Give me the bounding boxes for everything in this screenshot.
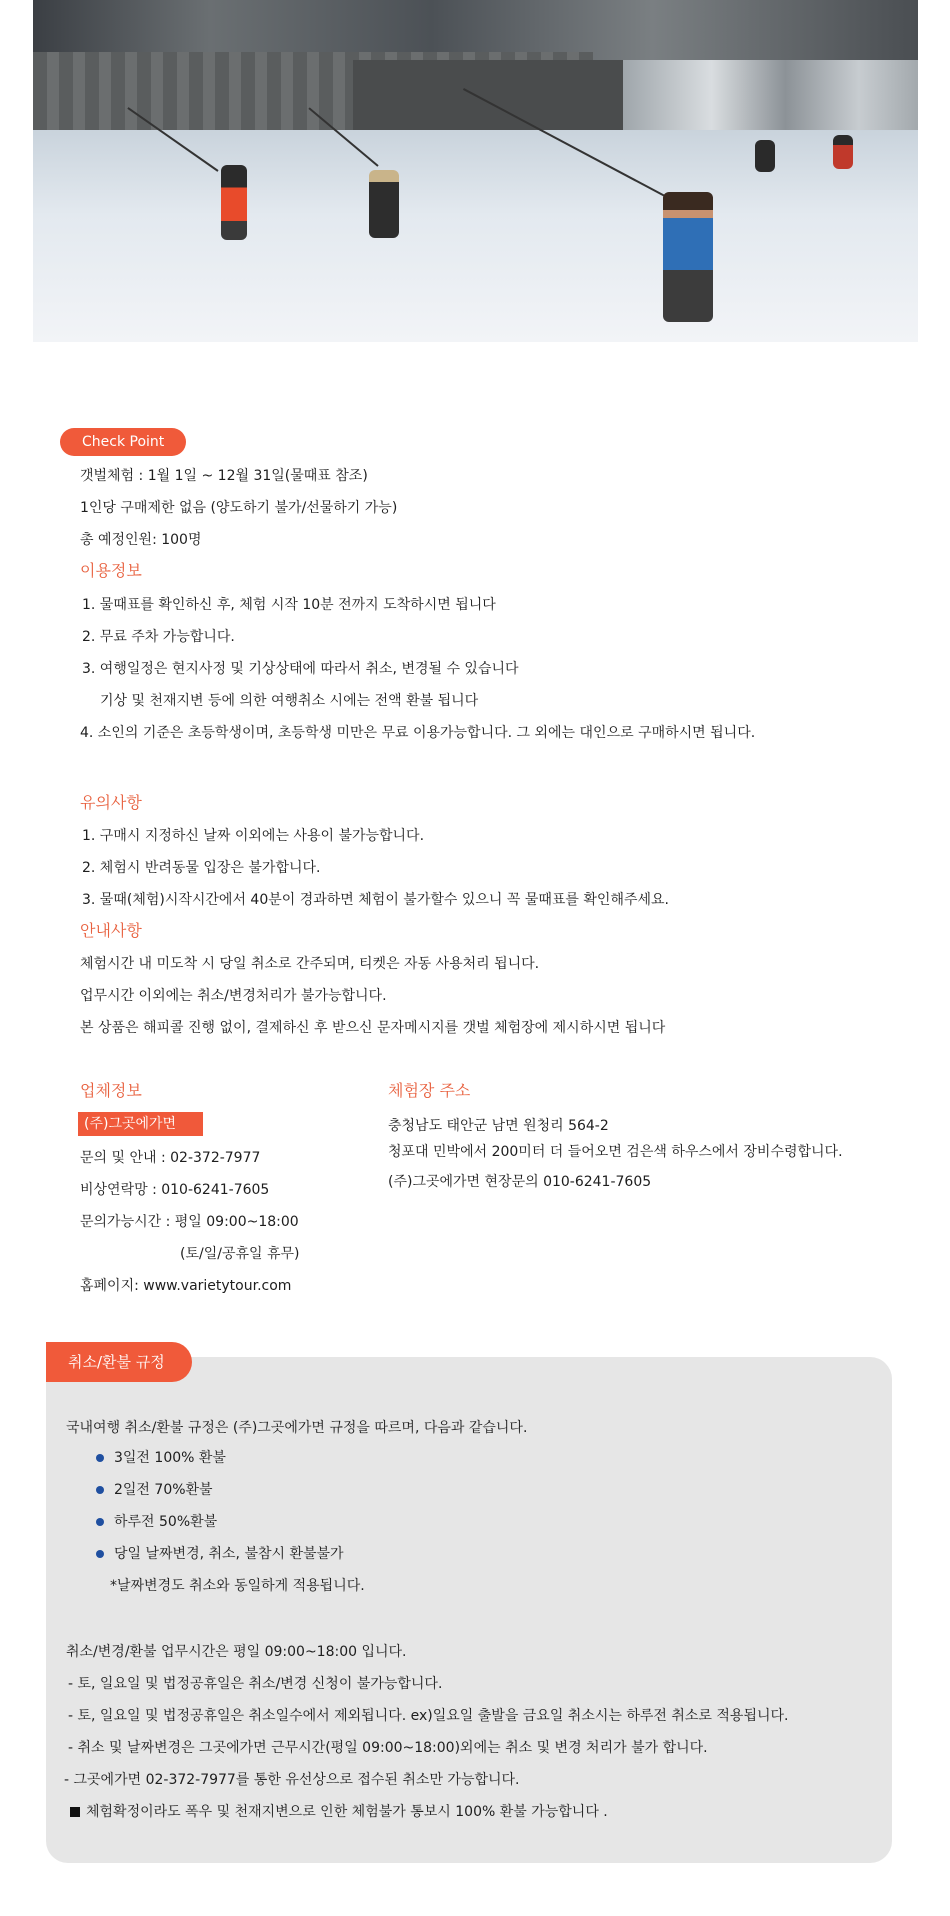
guide-item: 업무시간 이외에는 취소/변경처리가 불가능합니다.: [80, 988, 387, 1004]
pier: [353, 60, 643, 130]
usage-item: 2. 무료 주차 가능합니다.: [82, 629, 235, 645]
company-name-highlight: (주)그곳에가면: [78, 1112, 203, 1136]
angler-2: [369, 170, 399, 238]
venue-onsite-contact: (주)그곳에가면 현장문의 010-6241-7605: [388, 1174, 652, 1190]
refund-rule: - 토, 일요일 및 법정공휴일은 취소일수에서 제외됩니다. ex)일요일 출발을 금요일 취소시는 하루전 취소로 적용됩니다.: [68, 1708, 789, 1724]
guide-item: 본 상품은 해피콜 진행 없이, 결제하신 후 받으신 문자메시지를 갯벌 체험장에 제시하시면 됩니다: [80, 1020, 666, 1036]
refund-bullet: 당일 날짜변경, 취소, 불참시 환불불가: [114, 1546, 344, 1562]
refund-rule-text: 체험확정이라도 폭우 및 천재지변으로 인한 체험불가 통보시 100% 환불 가능합니다 .: [86, 1804, 608, 1820]
refund-bullet: 하루전 50%환불: [114, 1514, 218, 1530]
boats: [623, 60, 918, 130]
refund-rule-full-refund: [70, 1802, 608, 1822]
refund-hours: 취소/변경/환불 업무시간은 평일 09:00~18:00 입니다.: [66, 1644, 407, 1660]
guide-item: 체험시간 내 미도착 시 당일 취소로 간주되며, 티켓은 자동 사용처리 됩니다.: [80, 956, 540, 972]
venue-address: 충청남도 태안군 남면 원청리 564-2: [388, 1118, 609, 1134]
company-emergency: 비상연락망 : 010-6241-7605: [80, 1182, 270, 1198]
usage-item: 4. 소인의 기준은 초등학생이며, 초등학생 미만은 무료 이용가능합니다. 그 외에는 대인으로 구매하시면 됩니다.: [80, 725, 756, 741]
caution-item: 3. 물때(체험)시작시간에서 40분이 경과하면 체험이 불가할수 있으니 꼭 물때표를 확인해주세요.: [82, 892, 669, 908]
caution-item: 2. 체험시 반려동물 입장은 불가합니다.: [82, 860, 321, 876]
caution-heading: 유의사항: [80, 793, 142, 812]
refund-note: *날짜변경도 취소와 동일하게 적용됩니다.: [110, 1578, 365, 1594]
company-contact: 문의 및 안내 : 02-372-7977: [80, 1150, 261, 1166]
venue-heading: 체험장 주소: [388, 1081, 471, 1100]
bullet-dot: [96, 1454, 104, 1462]
hero-photo-fishing: [33, 0, 918, 342]
usage-item: 1. 물때표를 확인하신 후, 체험 시작 10분 전까지 도착하시면 됩니다: [82, 597, 496, 613]
black-square-icon: [70, 1807, 80, 1817]
refund-policy-tab: 취소/환불 규정: [46, 1342, 192, 1382]
refund-bullet: 3일전 100% 환불: [114, 1450, 226, 1466]
caution-item: 1. 구매시 지정하신 날짜 이외에는 사용이 불가능합니다.: [82, 828, 425, 844]
sea-water: [33, 130, 918, 342]
company-heading: 업체정보: [80, 1081, 142, 1100]
usage-item: 3. 여행일정은 현지사정 및 기상상태에 따라서 취소, 변경될 수 있습니다: [82, 661, 519, 677]
angler-1: [221, 165, 247, 240]
harbor-background: [33, 0, 918, 60]
refund-rule: - 취소 및 날짜변경은 그곳에가면 근무시간(평일 09:00~18:00)외에는 취소 및 변경 처리가 불가 합니다.: [68, 1740, 708, 1756]
check-point-period: 갯벌체험 : 1월 1일 ~ 12월 31일(물때표 참조): [80, 468, 368, 484]
angler-4: [755, 140, 775, 172]
company-closed-days: (토/일/공휴일 휴무): [180, 1246, 300, 1262]
bullet-dot: [96, 1486, 104, 1494]
company-hours: 문의가능시간 : 평일 09:00~18:00: [80, 1214, 299, 1230]
refund-bullet: 2일전 70%환불: [114, 1482, 213, 1498]
company-homepage[interactable]: 홈페이지: www.varietytour.com: [80, 1278, 292, 1294]
venue-directions: 청포대 민박에서 200미터 더 들어오면 검은색 하우스에서 장비수령합니다.: [388, 1144, 843, 1160]
refund-intro: 국내여행 취소/환불 규정은 (주)그곳에가면 규정을 따르며, 다음과 같습니다.: [66, 1420, 528, 1436]
bullet-dot: [96, 1518, 104, 1526]
check-point-badge: Check Point: [60, 428, 186, 456]
check-point-capacity: 총 예정인원: 100명: [80, 532, 202, 548]
bullet-dot: [96, 1550, 104, 1558]
angler-5: [833, 135, 853, 169]
refund-rule: - 토, 일요일 및 법정공휴일은 취소/변경 신청이 불가능합니다.: [68, 1676, 443, 1692]
angler-3: [663, 192, 713, 322]
usage-item: 기상 및 천재지변 등에 의한 여행취소 시에는 전액 환불 됩니다: [100, 693, 479, 709]
guide-heading: 안내사항: [80, 921, 142, 940]
check-point-limit: 1인당 구매제한 없음 (양도하기 불가/선물하기 가능): [80, 500, 398, 516]
refund-rule: - 그곳에가면 02-372-7977를 통한 유선상으로 접수된 취소만 가능합니다.: [64, 1772, 520, 1788]
usage-heading: 이용정보: [80, 561, 142, 580]
